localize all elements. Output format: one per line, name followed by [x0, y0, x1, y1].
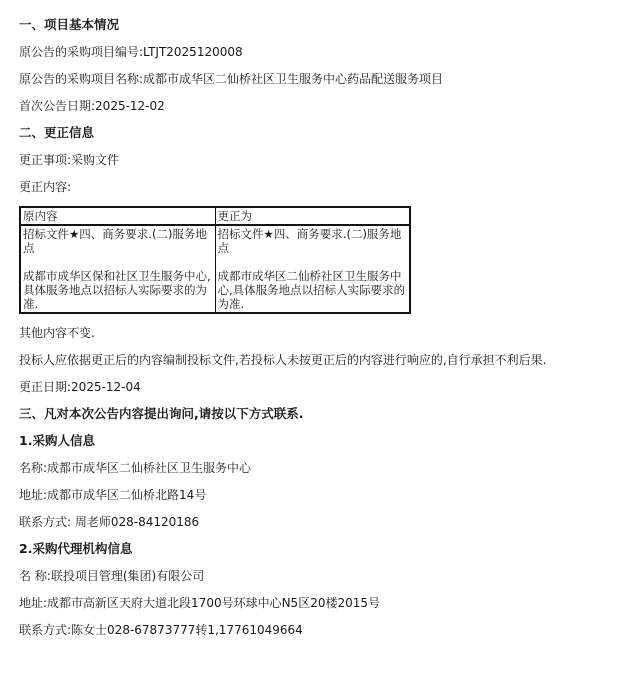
other-unchanged-text: 其他内容不变.: [19, 326, 95, 340]
original-title: 招标文件★四、商务要求.(二)服务地点: [23, 227, 207, 255]
agency-name: 名 称:联投项目管理(集团)有限公司: [19, 569, 205, 583]
corrected-body: 成都市成华区二仙桥社区卫生服务中心,具体服务地点以招标人实际要求的为准.: [217, 269, 406, 311]
corrected-cell: [215, 225, 410, 313]
corrected-title: 招标文件★四、商务要求.(二)服务地点: [217, 227, 402, 255]
first-announcement-date: 首次公告日期:2025-12-02: [19, 99, 165, 113]
buyer-address: 地址:成都市成华区二仙桥北路14号: [19, 488, 207, 502]
bidder-notice: 投标人应依据更正后的内容编制投标文件,若投标人未按更正后的内容进行响应的,自行承担不利后果.: [19, 353, 547, 367]
correction-content-label: 更正内容:: [19, 180, 72, 194]
project-number: 原公告的采购项目编号:LTJT2025120008: [19, 45, 243, 59]
agency-address: 地址:成都市高新区天府大道北段1700号环球中心N5区20楼2015号: [19, 596, 381, 610]
project-name: 原公告的采购项目名称:成都市成华区二仙桥社区卫生服务中心药品配送服务项目: [19, 72, 444, 86]
section2-heading: 二、更正信息: [19, 125, 95, 140]
buyer-contact: 联系方式: 周老师028-84120186: [19, 515, 200, 529]
agency-contact: 联系方式:陈女士028-67873777转1,17761049664: [19, 623, 303, 637]
correction-table: [19, 206, 411, 314]
header-original: 原内容: [20, 207, 215, 225]
correction-date: 更正日期:2025-12-04: [19, 380, 141, 394]
original-cell: [20, 225, 215, 313]
table-row: [20, 225, 410, 313]
buyer-name: 名称:成都市成华区二仙桥社区卫生服务中心: [19, 461, 252, 475]
table-header-row: [20, 207, 410, 225]
buyer-heading: 1.采购人信息: [19, 433, 95, 448]
agency-heading: 2.采购代理机构信息: [19, 541, 133, 556]
correction-item: 更正事项:采购文件: [19, 153, 120, 167]
original-body: 成都市成华区保和社区卫生服务中心,具体服务地点以招标人实际要求的为准.: [23, 269, 211, 311]
section1-heading: 一、项目基本情况: [19, 17, 120, 32]
header-corrected: 更正为: [215, 207, 410, 225]
section3-heading: 三、凡对本次公告内容提出询问,请按以下方式联系.: [19, 406, 304, 421]
